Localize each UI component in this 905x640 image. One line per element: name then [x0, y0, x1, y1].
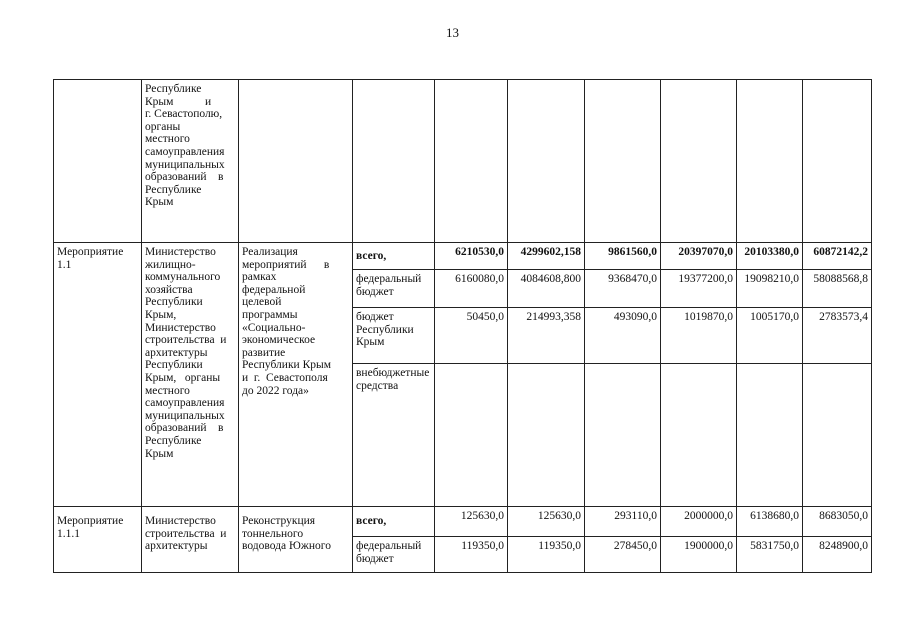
value-cell: 50450,0 — [435, 308, 508, 364]
org-line: строительства и — [145, 334, 227, 347]
value-cell — [661, 364, 737, 507]
org-line: Министерство — [145, 515, 216, 527]
desc-line: водовода Южного — [242, 540, 331, 553]
continuation-value-cell — [508, 80, 585, 243]
measure-name-cell — [54, 507, 142, 573]
continuation-row — [54, 80, 872, 243]
desc-line: до 2022 года» — [242, 384, 309, 397]
value-cell: 1019870,0 — [661, 308, 737, 364]
desc-line: экономическое — [242, 334, 316, 347]
measure-desc-cell — [239, 507, 353, 573]
desc-line: программы — [242, 308, 298, 321]
value-cell: 4299602,158 — [508, 243, 585, 270]
value-cell: 2000000,0 — [661, 507, 737, 537]
org-line: Республике — [145, 434, 202, 447]
source-line: внебюджетные — [356, 367, 430, 379]
source-line: бюджет — [356, 285, 394, 298]
org-line: муниципальных — [145, 158, 225, 171]
value-cell: 2783573,4 — [803, 308, 872, 364]
value-cell: 125630,0 — [435, 507, 508, 537]
funding-source-federal — [353, 270, 435, 308]
value-cell: 58088568,8 — [803, 270, 872, 308]
continuation-value-cell — [737, 80, 803, 243]
value-cell: 493090,0 — [585, 308, 661, 364]
continuation-value-cell — [661, 80, 737, 243]
funding-source-federal — [353, 537, 435, 573]
measure-number: 1.1 — [57, 258, 72, 271]
desc-line: рамках — [242, 271, 277, 284]
measure-name: Мероприятие — [57, 246, 124, 258]
value-cell: 20103380,0 — [737, 243, 803, 270]
value-cell — [508, 364, 585, 507]
org-line: самоуправления — [145, 145, 225, 158]
value-cell: 6138680,0 — [737, 507, 803, 537]
value-cell: 214993,358 — [508, 308, 585, 364]
measure-org-cell — [142, 243, 239, 507]
org-line: архитектуры — [145, 540, 208, 553]
org-line: местного — [145, 384, 190, 397]
desc-line: целевой — [242, 296, 282, 309]
org-line: муниципальных — [145, 409, 225, 422]
org-line: Крым, — [145, 308, 177, 321]
org-line: образований в — [145, 422, 224, 435]
measure-org-cell — [142, 507, 239, 573]
value-cell: 20397070,0 — [661, 243, 737, 270]
value-cell: 5831750,0 — [737, 537, 803, 573]
org-line: образований в — [145, 171, 224, 184]
desc-line: мероприятий в — [242, 258, 330, 271]
continuation-value-cell — [585, 80, 661, 243]
desc-line: Республики Крым — [242, 359, 331, 372]
value-cell: 1005170,0 — [737, 308, 803, 364]
program-measures-table — [53, 79, 872, 573]
value-cell: 60872142,2 — [803, 243, 872, 270]
measure-name-cell — [54, 243, 142, 507]
org-line: Республики — [145, 359, 203, 372]
funding-source-total: всего, — [353, 507, 435, 537]
org-line: органы — [145, 120, 181, 133]
continuation-source-cell — [353, 80, 435, 243]
source-line: средства — [356, 379, 399, 392]
org-line: самоуправления — [145, 397, 225, 410]
value-cell: 19098210,0 — [737, 270, 803, 308]
value-cell: 125630,0 — [508, 507, 585, 537]
org-line: г. Севастополю, — [145, 108, 223, 121]
org-line: Республики — [145, 296, 203, 309]
value-cell — [803, 364, 872, 507]
value-cell — [435, 364, 508, 507]
org-line: местного — [145, 133, 190, 146]
value-cell — [585, 364, 661, 507]
desc-line: и г. Севастополя — [242, 371, 328, 384]
source-line: федеральный — [356, 540, 422, 552]
continuation-desc-cell — [239, 80, 353, 243]
source-line: Республики — [356, 323, 414, 336]
org-line: Министерство — [145, 321, 216, 334]
page-number: 13 — [446, 25, 459, 40]
source-line: бюджет — [356, 311, 394, 323]
org-line: Крым — [145, 196, 174, 209]
measure-1-1-1-total-row — [54, 507, 872, 537]
org-line: хозяйства — [145, 283, 193, 296]
desc-line: тоннельного — [242, 527, 304, 540]
source-line: федеральный — [356, 273, 422, 285]
org-line: Крым и — [145, 95, 212, 108]
measure-1-1-total-row — [54, 243, 872, 270]
value-cell: 6210530,0 — [435, 243, 508, 270]
value-cell: 119350,0 — [435, 537, 508, 573]
value-cell: 278450,0 — [585, 537, 661, 573]
value-cell: 1900000,0 — [661, 537, 737, 573]
org-line: Крым, органы — [145, 371, 221, 384]
value-cell: 9861560,0 — [585, 243, 661, 270]
value-cell: 9368470,0 — [585, 270, 661, 308]
continuation-value-cell — [435, 80, 508, 243]
value-cell: 19377200,0 — [661, 270, 737, 308]
continuation-name-cell — [54, 80, 142, 243]
org-line: жилищно- — [145, 258, 196, 271]
org-line: Республике — [145, 83, 202, 95]
org-line: архитектуры — [145, 346, 208, 359]
value-cell — [737, 364, 803, 507]
value-cell: 8683050,0 — [803, 507, 872, 537]
value-cell: 8248900,0 — [803, 537, 872, 573]
org-line: строительства и — [145, 527, 227, 540]
org-line: Министерство — [145, 246, 216, 258]
measure-name: Мероприятие — [57, 515, 124, 527]
funding-source-regional — [353, 308, 435, 364]
value-cell: 293110,0 — [585, 507, 661, 537]
funding-source-extrabudget — [353, 364, 435, 507]
desc-line: федеральной — [242, 283, 306, 296]
desc-line: Реконструкция — [242, 515, 316, 527]
value-cell: 6160080,0 — [435, 270, 508, 308]
continuation-org-cell — [142, 80, 239, 243]
source-line: Крым — [356, 336, 385, 349]
continuation-value-cell — [803, 80, 872, 243]
desc-line: Реализация — [242, 246, 298, 258]
source-line: бюджет — [356, 552, 394, 565]
measure-number: 1.1.1 — [57, 527, 80, 540]
org-line: Республике — [145, 183, 202, 196]
measure-desc-cell — [239, 243, 353, 507]
value-cell: 4084608,800 — [508, 270, 585, 308]
desc-line: «Социально- — [242, 321, 306, 334]
org-line: коммунального — [145, 271, 221, 284]
funding-source-total: всего, — [353, 243, 435, 270]
org-line: Крым — [145, 447, 174, 460]
value-cell: 119350,0 — [508, 537, 585, 573]
desc-line: развитие — [242, 346, 286, 359]
